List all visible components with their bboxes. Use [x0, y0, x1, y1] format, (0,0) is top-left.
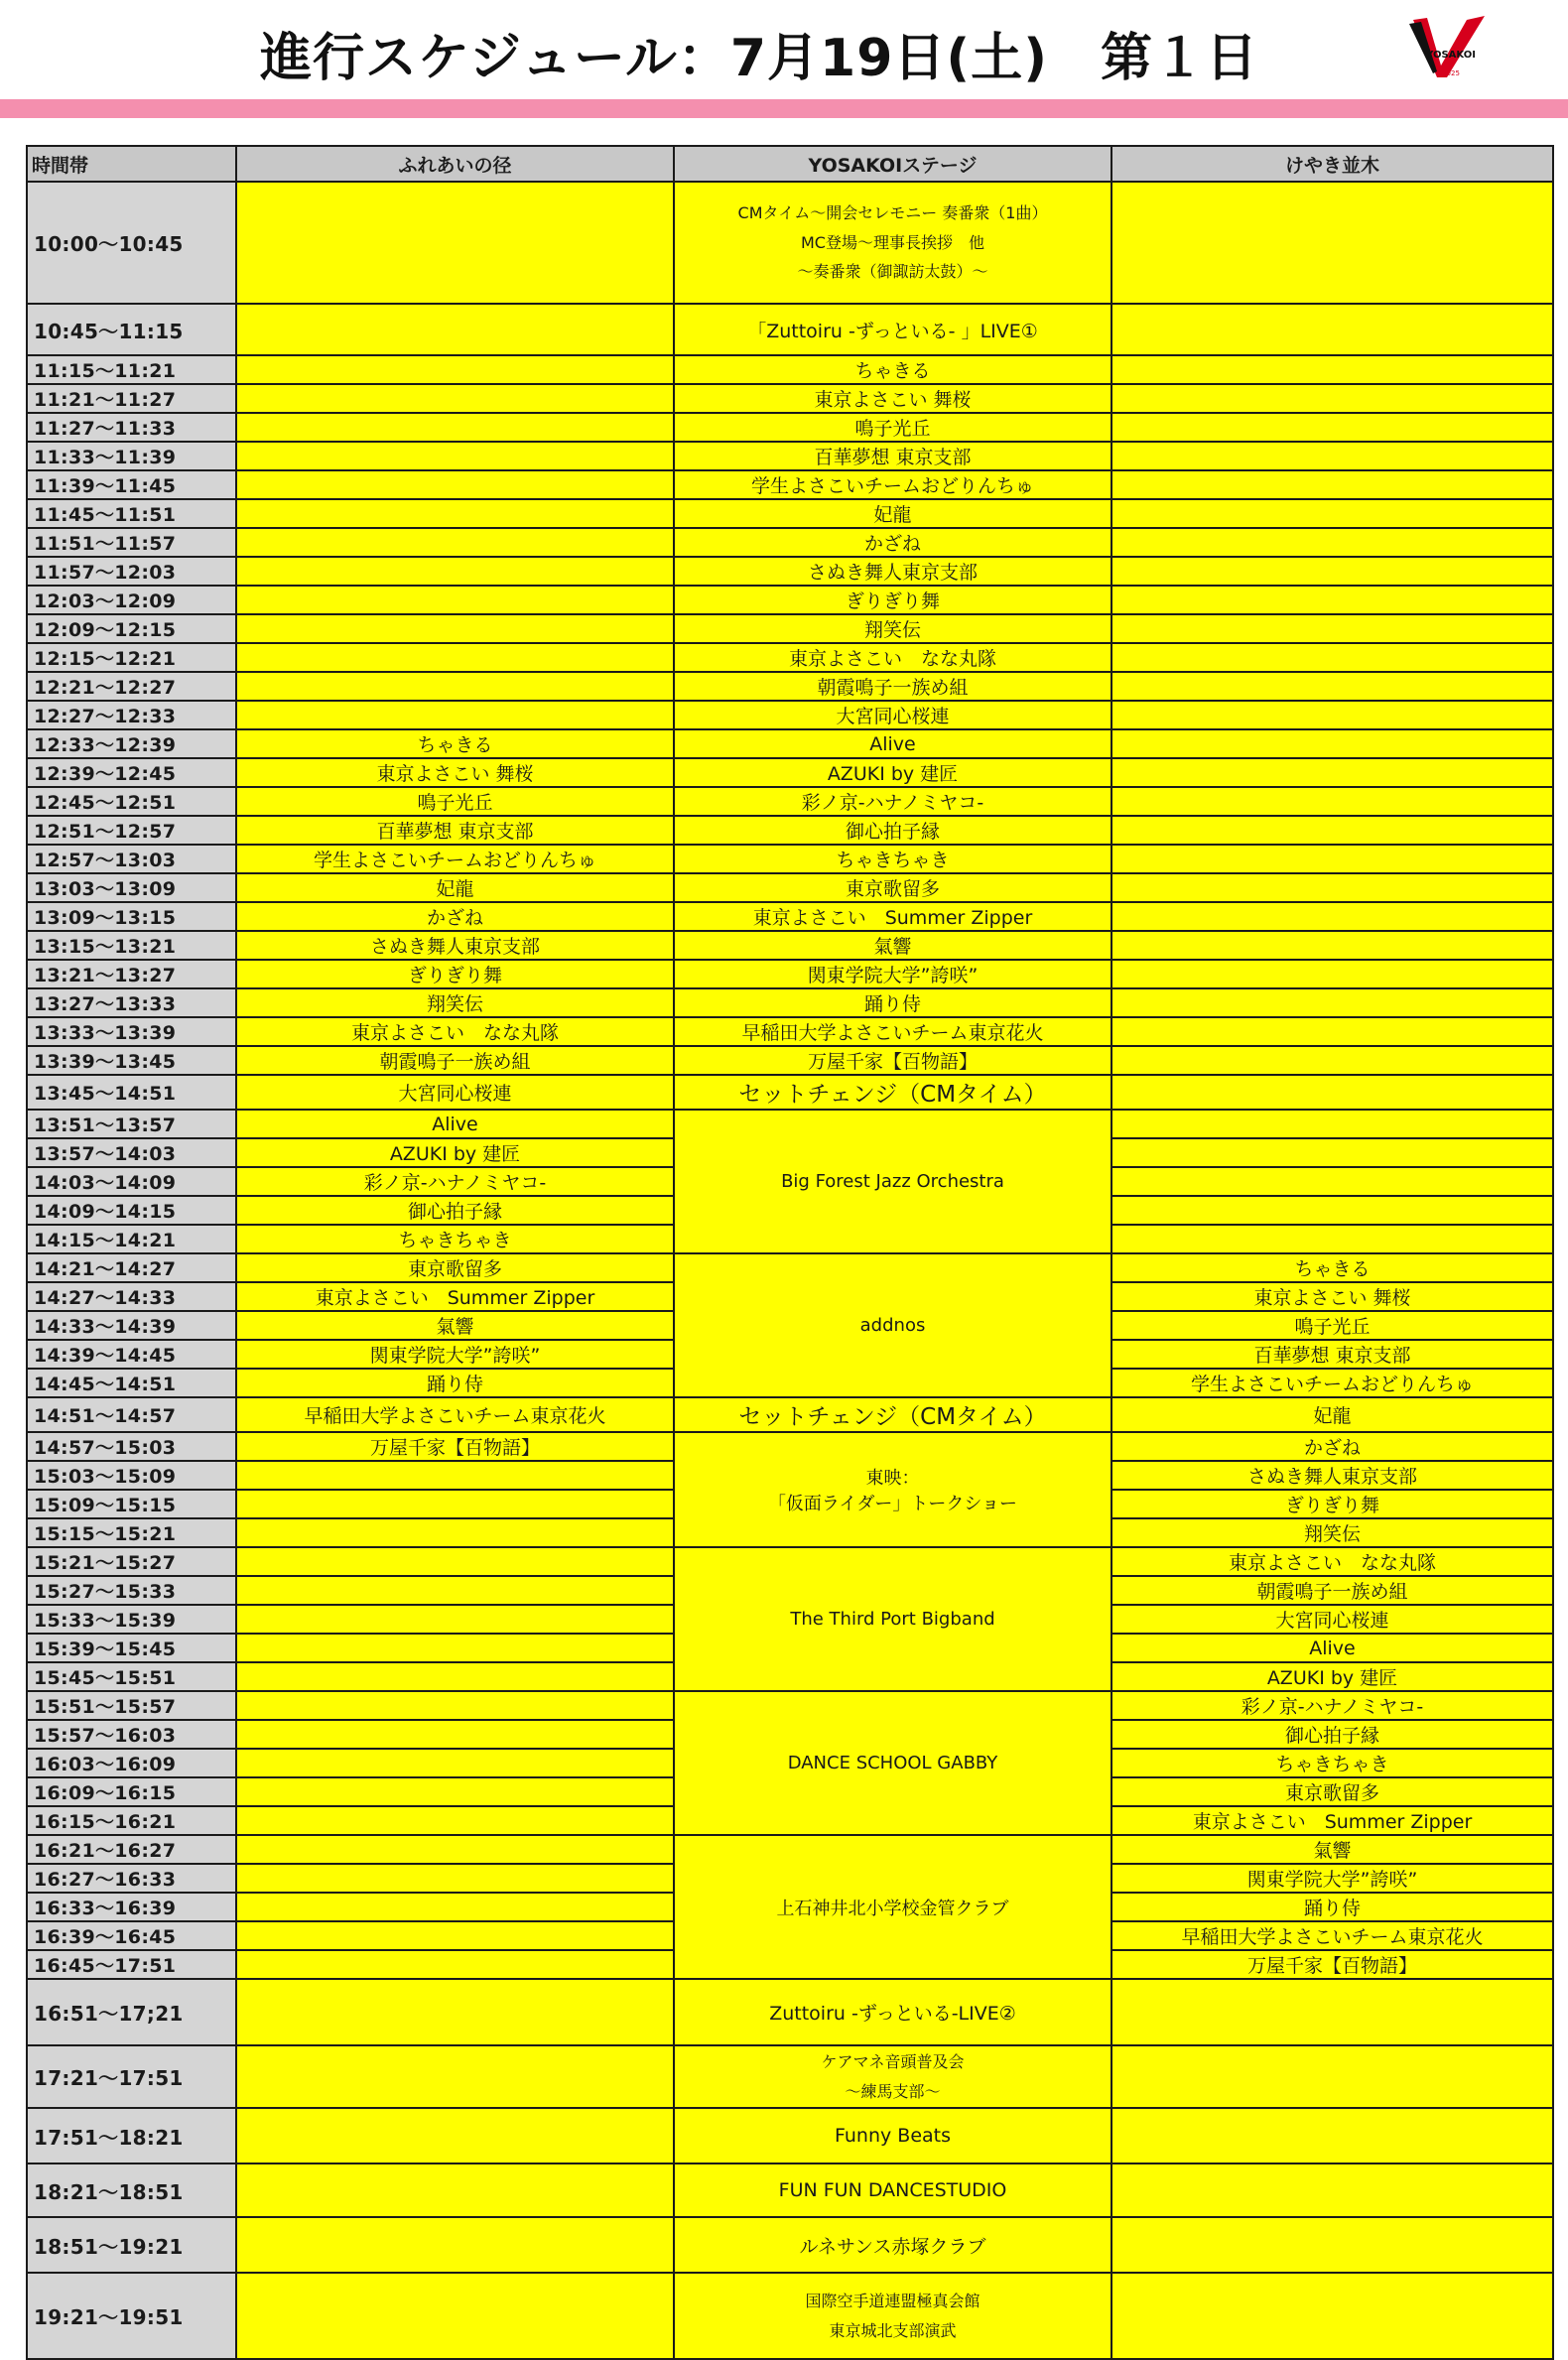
table-row — [27, 988, 1553, 1017]
keyaki-cell: 大宮同心桜連 — [1111, 1605, 1553, 1634]
keyaki-cell — [1111, 442, 1553, 470]
time-cell: 16:33〜16:39 — [27, 1893, 236, 1921]
time-cell: 16:27〜16:33 — [27, 1864, 236, 1893]
stage-cell: 妃龍 — [674, 499, 1111, 528]
table-row — [27, 2045, 1553, 2108]
table-row — [27, 557, 1553, 586]
time-cell: 13:57〜14:03 — [27, 1138, 236, 1167]
time-cell: 13:27〜13:33 — [27, 988, 236, 1017]
keyaki-cell — [1111, 1046, 1553, 1075]
keyaki-cell: Alive — [1111, 1634, 1553, 1662]
time-cell: 15:33〜15:39 — [27, 1605, 236, 1634]
fureai-cell: Alive — [236, 1110, 674, 1138]
fureai-cell — [236, 586, 674, 614]
fureai-cell — [236, 643, 674, 672]
stage-cell: ルネサンス赤塚クラブ — [674, 2217, 1111, 2273]
time-cell: 11:15〜11:21 — [27, 355, 236, 384]
time-cell: 11:21〜11:27 — [27, 384, 236, 413]
time-cell: 16:45〜17:51 — [27, 1950, 236, 1979]
keyaki-cell: 妃龍 — [1111, 1397, 1553, 1432]
yosakoi-logo — [1407, 14, 1489, 85]
table-row — [27, 499, 1553, 528]
table-row — [27, 1397, 1553, 1432]
stage-cell: セットチェンジ（CMタイム） — [674, 1075, 1111, 1110]
fureai-cell — [236, 384, 674, 413]
keyaki-cell: 万屋千家【百物語】 — [1111, 1950, 1553, 1979]
table-header-row — [27, 146, 1553, 182]
time-cell: 12:21〜12:27 — [27, 672, 236, 701]
stage-cell: 東京よさこい Summer Zipper — [674, 902, 1111, 931]
time-cell: 15:57〜16:03 — [27, 1720, 236, 1749]
stage-cell: addnos — [674, 1253, 1111, 1397]
keyaki-cell — [1111, 614, 1553, 643]
time-cell: 18:21〜18:51 — [27, 2163, 236, 2217]
keyaki-cell: さぬき舞人東京支部 — [1111, 1461, 1553, 1490]
time-cell: 16:03〜16:09 — [27, 1749, 236, 1777]
time-cell: 19:21〜19:51 — [27, 2273, 236, 2359]
stage-cell: 上石神井北小学校金管クラブ — [674, 1835, 1111, 1979]
fureai-cell: ちゃきちゃき — [236, 1225, 674, 1253]
table-row — [27, 845, 1553, 873]
fureai-cell — [236, 304, 674, 355]
page-header — [0, 0, 1568, 99]
time-cell: 12:45〜12:51 — [27, 787, 236, 816]
fureai-cell — [236, 1835, 674, 1864]
cell-line: 〜練馬支部〜 — [845, 2081, 941, 2101]
fureai-cell — [236, 1576, 674, 1605]
stage-cell: 東京歌留多 — [674, 873, 1111, 902]
fureai-cell: 東京よさこい 舞桜 — [236, 758, 674, 787]
table-row — [27, 758, 1553, 787]
time-cell: 11:27〜11:33 — [27, 413, 236, 442]
accent-bar — [0, 99, 1568, 118]
keyaki-cell — [1111, 758, 1553, 787]
stage-cell: 万屋千家【百物語】 — [674, 1046, 1111, 1075]
stage-cell: Zuttoiru -ずっといる-LIVE② — [674, 1979, 1111, 2045]
table-row — [27, 304, 1553, 355]
stage-cell: 大宮同心桜連 — [674, 701, 1111, 729]
fureai-cell — [236, 1634, 674, 1662]
stage-cell: 彩ノ京-ハナノミヤコ- — [674, 787, 1111, 816]
keyaki-cell — [1111, 2163, 1553, 2217]
time-cell: 16:15〜16:21 — [27, 1806, 236, 1835]
stage-cell: 関東学院大学”誇咲” — [674, 960, 1111, 988]
time-cell: 16:09〜16:15 — [27, 1777, 236, 1806]
keyaki-cell: ちゃきちゃき — [1111, 1749, 1553, 1777]
stage-cell: 早稲田大学よさこいチーム東京花火 — [674, 1017, 1111, 1046]
page-title: 進行スケジュール：7月19日(土) 第１日 — [260, 29, 1258, 88]
keyaki-cell — [1111, 470, 1553, 499]
keyaki-cell — [1111, 586, 1553, 614]
keyaki-cell — [1111, 931, 1553, 960]
table-row — [27, 1046, 1553, 1075]
fureai-cell — [236, 499, 674, 528]
fureai-cell — [236, 701, 674, 729]
keyaki-cell — [1111, 729, 1553, 758]
keyaki-cell — [1111, 787, 1553, 816]
cell-line: 「仮面ライダー」トークショー — [767, 1494, 1018, 1514]
fureai-cell — [236, 2108, 674, 2163]
keyaki-cell — [1111, 643, 1553, 672]
keyaki-cell: 東京歌留多 — [1111, 1777, 1553, 1806]
fureai-cell — [236, 1749, 674, 1777]
fureai-cell — [236, 1461, 674, 1490]
fureai-cell: 東京よさこい なな丸隊 — [236, 1017, 674, 1046]
fureai-cell: 踊り侍 — [236, 1369, 674, 1397]
time-cell: 12:57〜13:03 — [27, 845, 236, 873]
cell-line: 国際空手道連盟極真会館 — [805, 2291, 980, 2310]
fureai-cell — [236, 1806, 674, 1835]
fureai-cell: ちゃきる — [236, 729, 674, 758]
fureai-cell: 学生よさこいチームおどりんちゅ — [236, 845, 674, 873]
keyaki-cell: 学生よさこいチームおどりんちゅ — [1111, 1369, 1553, 1397]
time-cell: 15:03〜15:09 — [27, 1461, 236, 1490]
time-cell: 14:51〜14:57 — [27, 1397, 236, 1432]
fureai-cell — [236, 614, 674, 643]
table-row — [27, 1979, 1553, 2045]
fureai-cell — [236, 1777, 674, 1806]
cell-line: ケアマネ音頭普及会 — [821, 2051, 965, 2071]
table-row — [27, 1017, 1553, 1046]
fureai-cell — [236, 1490, 674, 1518]
fureai-cell — [236, 355, 674, 384]
time-cell: 13:21〜13:27 — [27, 960, 236, 988]
table-row — [27, 1432, 1553, 1461]
time-cell: 12:33〜12:39 — [27, 729, 236, 758]
keyaki-cell: 早稲田大学よさこいチーム東京花火 — [1111, 1921, 1553, 1950]
cell-line: CMタイム〜開会セレモニー 奏番衆（1曲） — [737, 203, 1048, 223]
fureai-cell — [236, 1864, 674, 1893]
time-cell: 11:45〜11:51 — [27, 499, 236, 528]
fureai-cell: 東京よさこい Summer Zipper — [236, 1282, 674, 1311]
stage-cell: Big Forest Jazz Orchestra — [674, 1110, 1111, 1253]
table-row — [27, 614, 1553, 643]
time-cell: 13:51〜13:57 — [27, 1110, 236, 1138]
fureai-cell: 関東学院大学”誇咲” — [236, 1340, 674, 1369]
time-cell: 12:09〜12:15 — [27, 614, 236, 643]
stage-cell: かざね — [674, 528, 1111, 557]
table-row — [27, 931, 1553, 960]
keyaki-cell — [1111, 528, 1553, 557]
time-cell: 14:03〜14:09 — [27, 1167, 236, 1196]
keyaki-cell — [1111, 1979, 1553, 2045]
table-row — [27, 1075, 1553, 1110]
fureai-cell — [236, 413, 674, 442]
time-cell: 14:21〜14:27 — [27, 1253, 236, 1282]
table-row — [27, 442, 1553, 470]
keyaki-cell — [1111, 355, 1553, 384]
time-cell: 15:27〜15:33 — [27, 1576, 236, 1605]
table-row — [27, 902, 1553, 931]
time-cell: 17:21〜17:51 — [27, 2045, 236, 2108]
table-row — [27, 1691, 1553, 1720]
fureai-cell: 早稲田大学よさこいチーム東京花火 — [236, 1397, 674, 1432]
time-cell: 14:09〜14:15 — [27, 1196, 236, 1225]
fureai-cell — [236, 1605, 674, 1634]
header-fureai: ふれあいの径 — [236, 146, 674, 182]
schedule-table — [26, 145, 1554, 2360]
fureai-cell: 百華夢想 東京支部 — [236, 816, 674, 845]
fureai-cell: 妃龍 — [236, 873, 674, 902]
fureai-cell — [236, 182, 674, 304]
keyaki-cell — [1111, 1110, 1553, 1138]
keyaki-cell — [1111, 1075, 1553, 1110]
keyaki-cell: 踊り侍 — [1111, 1893, 1553, 1921]
fureai-cell — [236, 557, 674, 586]
time-cell: 14:15〜14:21 — [27, 1225, 236, 1253]
table-row — [27, 701, 1553, 729]
table-row — [27, 1835, 1553, 1864]
fureai-cell: 彩ノ京-ハナノミヤコ- — [236, 1167, 674, 1196]
time-cell: 12:15〜12:21 — [27, 643, 236, 672]
fureai-cell — [236, 1547, 674, 1576]
cell-line: 東映： — [865, 1468, 920, 1489]
keyaki-cell: 百華夢想 東京支部 — [1111, 1340, 1553, 1369]
fureai-cell — [236, 528, 674, 557]
time-cell: 18:51〜19:21 — [27, 2217, 236, 2273]
cell-line: 東京城北支部演武 — [829, 2320, 957, 2340]
fureai-cell: 鳴子光丘 — [236, 787, 674, 816]
keyaki-cell — [1111, 873, 1553, 902]
time-cell: 15:09〜15:15 — [27, 1490, 236, 1518]
fureai-cell — [236, 2273, 674, 2359]
fureai-cell — [236, 1518, 674, 1547]
fureai-cell — [236, 1979, 674, 2045]
stage-cell: 御心拍子縁 — [674, 816, 1111, 845]
fureai-cell — [236, 1893, 674, 1921]
time-cell: 14:57〜15:03 — [27, 1432, 236, 1461]
fureai-cell — [236, 672, 674, 701]
stage-cell: セットチェンジ（CMタイム） — [674, 1397, 1111, 1432]
fureai-cell — [236, 1950, 674, 1979]
table-row — [27, 355, 1553, 384]
cell-line: 〜奏番衆（御諏訪太鼓）〜 — [797, 262, 988, 282]
time-cell: 13:39〜13:45 — [27, 1046, 236, 1075]
time-cell: 12:39〜12:45 — [27, 758, 236, 787]
stage-cell: 「Zuttoiru -ずっといる- 」LIVE① — [674, 304, 1111, 355]
stage-cell: ちゃきちゃき — [674, 845, 1111, 873]
svg-text:2025: 2025 — [1442, 69, 1460, 77]
keyaki-cell — [1111, 988, 1553, 1017]
cell-line: MC登場〜理事長挨拶 他 — [801, 232, 984, 252]
table-row — [27, 2273, 1553, 2359]
keyaki-cell — [1111, 845, 1553, 873]
time-cell: 17:51〜18:21 — [27, 2108, 236, 2163]
table-row — [27, 816, 1553, 845]
keyaki-cell: ぎりぎり舞 — [1111, 1490, 1553, 1518]
keyaki-cell — [1111, 2217, 1553, 2273]
stage-cell: DANCE SCHOOL GABBY — [674, 1691, 1111, 1835]
fureai-cell: さぬき舞人東京支部 — [236, 931, 674, 960]
table-row — [27, 384, 1553, 413]
keyaki-cell — [1111, 499, 1553, 528]
svg-text:YOSAKOI: YOSAKOI — [1426, 50, 1476, 61]
time-cell: 12:27〜12:33 — [27, 701, 236, 729]
stage-cell: FUN FUN DANCESTUDIO — [674, 2163, 1111, 2217]
keyaki-cell — [1111, 672, 1553, 701]
time-cell: 15:51〜15:57 — [27, 1691, 236, 1720]
keyaki-cell: AZUKI by 建匠 — [1111, 1662, 1553, 1691]
header-time: 時間帯 — [27, 146, 236, 182]
keyaki-cell — [1111, 2108, 1553, 2163]
keyaki-cell: 翔笑伝 — [1111, 1518, 1553, 1547]
keyaki-cell — [1111, 1138, 1553, 1167]
table-row — [27, 873, 1553, 902]
time-cell: 13:15〜13:21 — [27, 931, 236, 960]
keyaki-cell: 東京よさこい Summer Zipper — [1111, 1806, 1553, 1835]
fureai-cell — [236, 1691, 674, 1720]
keyaki-cell — [1111, 1017, 1553, 1046]
fureai-cell — [236, 2217, 674, 2273]
keyaki-cell — [1111, 701, 1553, 729]
fureai-cell: 朝霞鳴子一族め組 — [236, 1046, 674, 1075]
time-cell: 13:45〜14:51 — [27, 1075, 236, 1110]
table-row — [27, 1110, 1553, 1138]
keyaki-cell — [1111, 1225, 1553, 1253]
stage-cell: ちゃきる — [674, 355, 1111, 384]
keyaki-cell: かざね — [1111, 1432, 1553, 1461]
table-row — [27, 1547, 1553, 1576]
stage-cell: AZUKI by 建匠 — [674, 758, 1111, 787]
time-cell: 12:03〜12:09 — [27, 586, 236, 614]
keyaki-cell — [1111, 304, 1553, 355]
stage-cell — [674, 2273, 1111, 2359]
keyaki-cell — [1111, 413, 1553, 442]
fureai-cell: ぎりぎり舞 — [236, 960, 674, 988]
keyaki-cell: 鳴子光丘 — [1111, 1311, 1553, 1340]
fureai-cell — [236, 2045, 674, 2108]
table-row — [27, 1253, 1553, 1282]
stage-cell: 翔笑伝 — [674, 614, 1111, 643]
fureai-cell: 東京歌留多 — [236, 1253, 674, 1282]
keyaki-cell: ちゃきる — [1111, 1253, 1553, 1282]
keyaki-cell — [1111, 1167, 1553, 1196]
keyaki-cell — [1111, 2273, 1553, 2359]
table-row — [27, 960, 1553, 988]
time-cell: 14:27〜14:33 — [27, 1282, 236, 1311]
table-row — [27, 2217, 1553, 2273]
time-cell: 11:39〜11:45 — [27, 470, 236, 499]
fureai-cell — [236, 2163, 674, 2217]
fureai-cell — [236, 1662, 674, 1691]
keyaki-cell — [1111, 557, 1553, 586]
keyaki-cell — [1111, 2045, 1553, 2108]
keyaki-cell: 彩ノ京-ハナノミヤコ- — [1111, 1691, 1553, 1720]
time-cell: 14:45〜14:51 — [27, 1369, 236, 1397]
keyaki-cell — [1111, 1196, 1553, 1225]
fureai-cell: 万屋千家【百物語】 — [236, 1432, 674, 1461]
time-cell: 15:39〜15:45 — [27, 1634, 236, 1662]
stage-cell: 朝霞鳴子一族め組 — [674, 672, 1111, 701]
time-cell: 13:09〜13:15 — [27, 902, 236, 931]
fureai-cell: 翔笑伝 — [236, 988, 674, 1017]
header-yosakoi-stage: YOSAKOIステージ — [674, 146, 1111, 182]
fureai-cell: AZUKI by 建匠 — [236, 1138, 674, 1167]
stage-cell: 鳴子光丘 — [674, 413, 1111, 442]
stage-cell — [674, 182, 1111, 304]
fureai-cell — [236, 1921, 674, 1950]
stage-cell — [674, 1432, 1111, 1547]
fureai-cell — [236, 470, 674, 499]
table-row — [27, 182, 1553, 304]
table-row — [27, 787, 1553, 816]
stage-cell — [674, 2045, 1111, 2108]
keyaki-cell: 御心拍子縁 — [1111, 1720, 1553, 1749]
stage-cell: ぎりぎり舞 — [674, 586, 1111, 614]
table-row — [27, 586, 1553, 614]
stage-cell: The Third Port Bigband — [674, 1547, 1111, 1691]
time-cell: 10:00〜10:45 — [27, 182, 236, 304]
table-row — [27, 2163, 1553, 2217]
time-cell: 15:45〜15:51 — [27, 1662, 236, 1691]
keyaki-cell: 東京よさこい 舞桜 — [1111, 1282, 1553, 1311]
stage-cell: Alive — [674, 729, 1111, 758]
time-cell: 16:51〜17;21 — [27, 1979, 236, 2045]
keyaki-cell — [1111, 182, 1553, 304]
stage-cell: 東京よさこい なな丸隊 — [674, 643, 1111, 672]
time-cell: 11:51〜11:57 — [27, 528, 236, 557]
time-cell: 11:57〜12:03 — [27, 557, 236, 586]
time-cell: 14:33〜14:39 — [27, 1311, 236, 1340]
keyaki-cell: 東京よさこい なな丸隊 — [1111, 1547, 1553, 1576]
keyaki-cell — [1111, 960, 1553, 988]
time-cell: 15:15〜15:21 — [27, 1518, 236, 1547]
fureai-cell: 大宮同心桜連 — [236, 1075, 674, 1110]
fureai-cell: 氣響 — [236, 1311, 674, 1340]
keyaki-cell: 氣響 — [1111, 1835, 1553, 1864]
fureai-cell — [236, 1720, 674, 1749]
time-cell: 10:45〜11:15 — [27, 304, 236, 355]
time-cell: 16:21〜16:27 — [27, 1835, 236, 1864]
table-row — [27, 643, 1553, 672]
fureai-cell — [236, 442, 674, 470]
keyaki-cell — [1111, 902, 1553, 931]
time-cell: 12:51〜12:57 — [27, 816, 236, 845]
fureai-cell: 御心拍子縁 — [236, 1196, 674, 1225]
time-cell: 11:33〜11:39 — [27, 442, 236, 470]
keyaki-cell: 朝霞鳴子一族め組 — [1111, 1576, 1553, 1605]
stage-cell: 踊り侍 — [674, 988, 1111, 1017]
table-row — [27, 528, 1553, 557]
time-cell: 13:03〜13:09 — [27, 873, 236, 902]
table-row — [27, 672, 1553, 701]
stage-cell: さぬき舞人東京支部 — [674, 557, 1111, 586]
stage-cell: 学生よさこいチームおどりんちゅ — [674, 470, 1111, 499]
table-row — [27, 413, 1553, 442]
time-cell: 14:39〜14:45 — [27, 1340, 236, 1369]
keyaki-cell — [1111, 816, 1553, 845]
header-keyaki: けやき並木 — [1111, 146, 1553, 182]
stage-cell: 東京よさこい 舞桜 — [674, 384, 1111, 413]
table-row — [27, 470, 1553, 499]
table-row — [27, 729, 1553, 758]
keyaki-cell — [1111, 384, 1553, 413]
stage-cell: Funny Beats — [674, 2108, 1111, 2163]
time-cell: 15:21〜15:27 — [27, 1547, 236, 1576]
keyaki-cell: 関東学院大学”誇咲” — [1111, 1864, 1553, 1893]
stage-cell: 百華夢想 東京支部 — [674, 442, 1111, 470]
table-row — [27, 2108, 1553, 2163]
time-cell: 13:33〜13:39 — [27, 1017, 236, 1046]
time-cell: 16:39〜16:45 — [27, 1921, 236, 1950]
stage-cell: 氣響 — [674, 931, 1111, 960]
fureai-cell: かざね — [236, 902, 674, 931]
